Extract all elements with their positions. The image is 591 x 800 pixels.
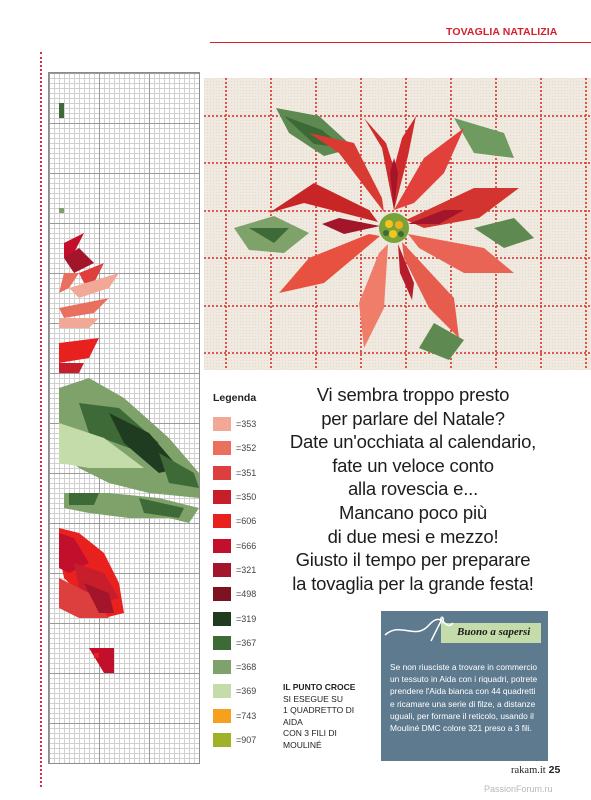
cross-stitch-pattern-icon — [49, 73, 199, 763]
legend-item — [213, 728, 256, 752]
color-swatch — [213, 587, 231, 601]
headline-line: di due mesi e mezzo! — [327, 525, 499, 547]
legend-item — [213, 461, 256, 485]
section-title: TOVAGLIA NATALIZIA — [446, 26, 558, 38]
color-swatch — [213, 514, 231, 528]
headline-line: Date un'occhiata al calendario, — [289, 431, 537, 453]
legend-title: Legenda — [213, 392, 257, 404]
color-swatch — [213, 660, 231, 674]
dmc-code: =368 — [236, 662, 257, 673]
legend-item — [213, 655, 256, 679]
legend-item — [213, 533, 256, 557]
dmc-code: =367 — [236, 637, 257, 648]
dmc-code: =666 — [236, 540, 257, 551]
color-swatch — [213, 612, 231, 626]
headline-line: la tovaglia per la grande festa! — [292, 572, 534, 594]
cross-stitch-chart — [48, 72, 200, 764]
headline-line: Giusto il tempo per preparare — [295, 549, 531, 571]
legend-item — [213, 509, 256, 533]
color-swatch — [213, 563, 231, 577]
page-number: 25 — [548, 764, 561, 776]
dmc-code: =321 — [236, 564, 257, 575]
site-name: rakam.it — [511, 765, 546, 776]
legend — [213, 392, 256, 752]
headline-line: alla rovescia e... — [347, 478, 479, 500]
dmc-code: =743 — [236, 710, 257, 721]
poinsettia-photo — [204, 78, 591, 370]
legend-item — [213, 679, 256, 703]
legend-item — [213, 485, 256, 509]
info-box — [381, 611, 548, 761]
color-swatch — [213, 539, 231, 553]
punto-croce-note — [283, 682, 363, 751]
legend-item — [213, 558, 256, 582]
dmc-code: =353 — [236, 419, 257, 430]
dmc-code: =498 — [236, 589, 257, 600]
header-rule — [210, 42, 591, 43]
legend-item — [213, 631, 256, 655]
color-swatch — [213, 709, 231, 723]
headline-line: per parlare del Natale? — [321, 407, 505, 429]
dmc-code: =351 — [236, 467, 257, 478]
info-box-title: Buono a sapersi — [457, 626, 531, 638]
punto-croce-line: SI ESEGUE SU — [283, 693, 343, 704]
legend-item — [213, 606, 256, 630]
punto-croce-line: 1 QUADRETTO DI AIDA — [283, 705, 355, 727]
punto-croce-line: CON 3 FILI DI MOULINÉ — [283, 728, 337, 750]
headline-line: Mancano poco più — [339, 501, 487, 523]
info-box-text: Se non riusciste a trovare in commercio un tessuto in Aida con i riquadri, potrete prendere l'Aida bianca con 44 quadretti e ricamare una serie di filze, a distanze uguali, per formare il reticolo, usando il Mouliné DMC colore 321 preso a 3 fili. — [390, 662, 538, 734]
dmc-code: =352 — [236, 443, 257, 454]
dotted-cut-line — [40, 52, 42, 787]
headline-line: Vi sembra troppo presto — [316, 384, 510, 405]
legend-item — [213, 412, 256, 436]
color-swatch — [213, 684, 231, 698]
headline-line: fate un veloce conto — [332, 454, 494, 476]
dmc-code: =350 — [236, 492, 257, 503]
dmc-code: =319 — [236, 613, 257, 624]
dmc-code: =606 — [236, 516, 257, 527]
legend-list — [213, 412, 256, 752]
page-footer — [511, 764, 560, 776]
dmc-code: =907 — [236, 735, 257, 745]
punto-croce-title: IL PUNTO CROCE — [283, 682, 356, 692]
legend-item — [213, 704, 256, 728]
legend-item — [213, 582, 256, 606]
headline — [276, 383, 550, 595]
color-swatch — [213, 441, 231, 455]
color-swatch — [213, 466, 231, 480]
color-swatch — [213, 733, 231, 747]
embroidered-poinsettia-icon — [204, 78, 591, 370]
legend-item — [213, 436, 256, 460]
dmc-code: =369 — [236, 686, 257, 697]
color-swatch — [213, 490, 231, 504]
color-swatch — [213, 636, 231, 650]
color-swatch — [213, 417, 231, 431]
watermark: PassionForum.ru — [484, 784, 553, 794]
